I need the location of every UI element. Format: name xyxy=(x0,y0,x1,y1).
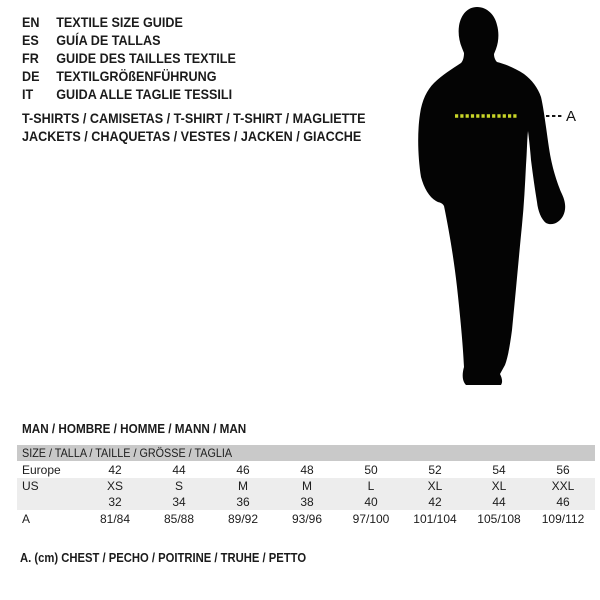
table-cell: 89/92 xyxy=(211,510,275,527)
gender-title: MAN / HOMBRE / HOMME / MANN / MAN xyxy=(22,421,247,436)
table-cell: 93/96 xyxy=(275,510,339,527)
table-cell: 44 xyxy=(467,494,531,510)
language-label: TEXTILGRÖßENFÜHRUNG xyxy=(56,68,217,84)
table-row-europe xyxy=(17,461,595,478)
table-cell: 56 xyxy=(531,461,595,478)
language-label: TEXTILE SIZE GUIDE xyxy=(56,14,183,30)
table-cell: 46 xyxy=(531,494,595,510)
table-cell: M xyxy=(275,478,339,494)
category-line-jackets: JACKETS / CHAQUETAS / VESTES / JACKEN / GIACCHE xyxy=(22,128,362,144)
row-label: Europe xyxy=(17,461,83,478)
table-cell: S xyxy=(147,478,211,494)
language-item xyxy=(22,13,236,31)
table-cell: L xyxy=(339,478,403,494)
table-cell: 42 xyxy=(83,461,147,478)
table-row-us-numeric xyxy=(17,494,595,510)
language-item xyxy=(22,31,236,49)
row-label xyxy=(17,494,83,510)
table-cell: 46 xyxy=(211,461,275,478)
table-cell: 97/100 xyxy=(339,510,403,527)
table-cell: 81/84 xyxy=(83,510,147,527)
table-cell: 54 xyxy=(467,461,531,478)
table-row-a-chest xyxy=(17,510,595,527)
man-silhouette-shape xyxy=(418,7,565,385)
table-cell: 36 xyxy=(211,494,275,510)
size-table xyxy=(17,445,595,527)
language-code: FR xyxy=(22,50,39,66)
language-list xyxy=(22,13,236,103)
language-code: ES xyxy=(22,32,39,48)
table-cell: XL xyxy=(403,478,467,494)
language-code: DE xyxy=(22,68,40,84)
table-cell: XXL xyxy=(531,478,595,494)
language-item xyxy=(22,67,236,85)
language-item xyxy=(22,49,236,67)
table-cell: 38 xyxy=(275,494,339,510)
category-line-tshirts: T-SHIRTS / CAMISETAS / T-SHIRT / T-SHIRT / MAGLIETTE xyxy=(22,110,366,126)
language-label: GUÍA DE TALLAS xyxy=(56,32,161,48)
size-table-header-row xyxy=(17,445,595,461)
table-cell: 101/104 xyxy=(403,510,467,527)
language-label: GUIDE DES TAILLES TEXTILE xyxy=(56,50,236,66)
row-label: US xyxy=(17,478,83,494)
language-label: GUIDA ALLE TAGLIE TESSILI xyxy=(56,86,233,102)
table-cell: M xyxy=(211,478,275,494)
table-cell: XL xyxy=(467,478,531,494)
table-cell: 105/108 xyxy=(467,510,531,527)
size-table-header: SIZE / TALLA / TAILLE / GRÖSSE / TAGLIA xyxy=(17,445,595,461)
table-cell: 42 xyxy=(403,494,467,510)
table-cell: 50 xyxy=(339,461,403,478)
language-code: EN xyxy=(22,14,40,30)
table-row-us xyxy=(17,478,595,494)
table-cell: 48 xyxy=(275,461,339,478)
row-label: A xyxy=(17,510,83,527)
language-code: IT xyxy=(22,86,34,102)
table-cell: 40 xyxy=(339,494,403,510)
measure-footnote: A. (cm) CHEST / PECHO / POITRINE / TRUHE / PETTO xyxy=(20,551,307,565)
table-cell: 109/112 xyxy=(531,510,595,527)
language-item xyxy=(22,85,236,103)
man-silhouette xyxy=(400,0,600,400)
category-list xyxy=(22,109,365,145)
table-cell: 52 xyxy=(403,461,467,478)
table-cell: 32 xyxy=(83,494,147,510)
table-cell: 85/88 xyxy=(147,510,211,527)
measure-a-label: A xyxy=(566,108,577,125)
table-cell: 34 xyxy=(147,494,211,510)
table-cell: 44 xyxy=(147,461,211,478)
table-cell: XS xyxy=(83,478,147,494)
